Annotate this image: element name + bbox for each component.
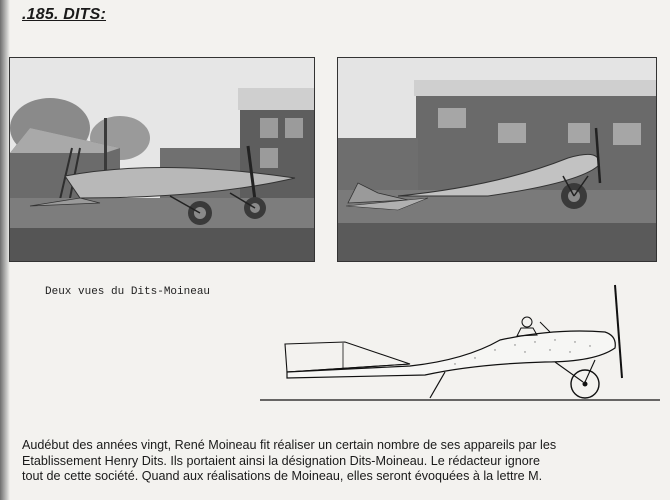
section-heading: .185. DITS: [22, 6, 107, 23]
photo-dits-moineau-side [337, 57, 657, 262]
photo-caption: Deux vues du Dits-Moineau [45, 286, 211, 298]
body-paragraph [22, 438, 662, 485]
body-line: Etablissement Henry Dits. Ils portaient ainsi la désignation Dits-Moineau. Le rédacteur ignore [22, 453, 541, 468]
body-line: tout de cette société. Quand aux réalisations de Moineau, elles seront évoquées à la lettre M. [22, 469, 543, 483]
body-line: Audébut des années vingt, René Moineau fit réaliser un certain nombre de ses appareils par les [22, 438, 557, 452]
photo-dits-moineau-front [9, 57, 315, 262]
aircraft-line-drawing [255, 280, 670, 410]
